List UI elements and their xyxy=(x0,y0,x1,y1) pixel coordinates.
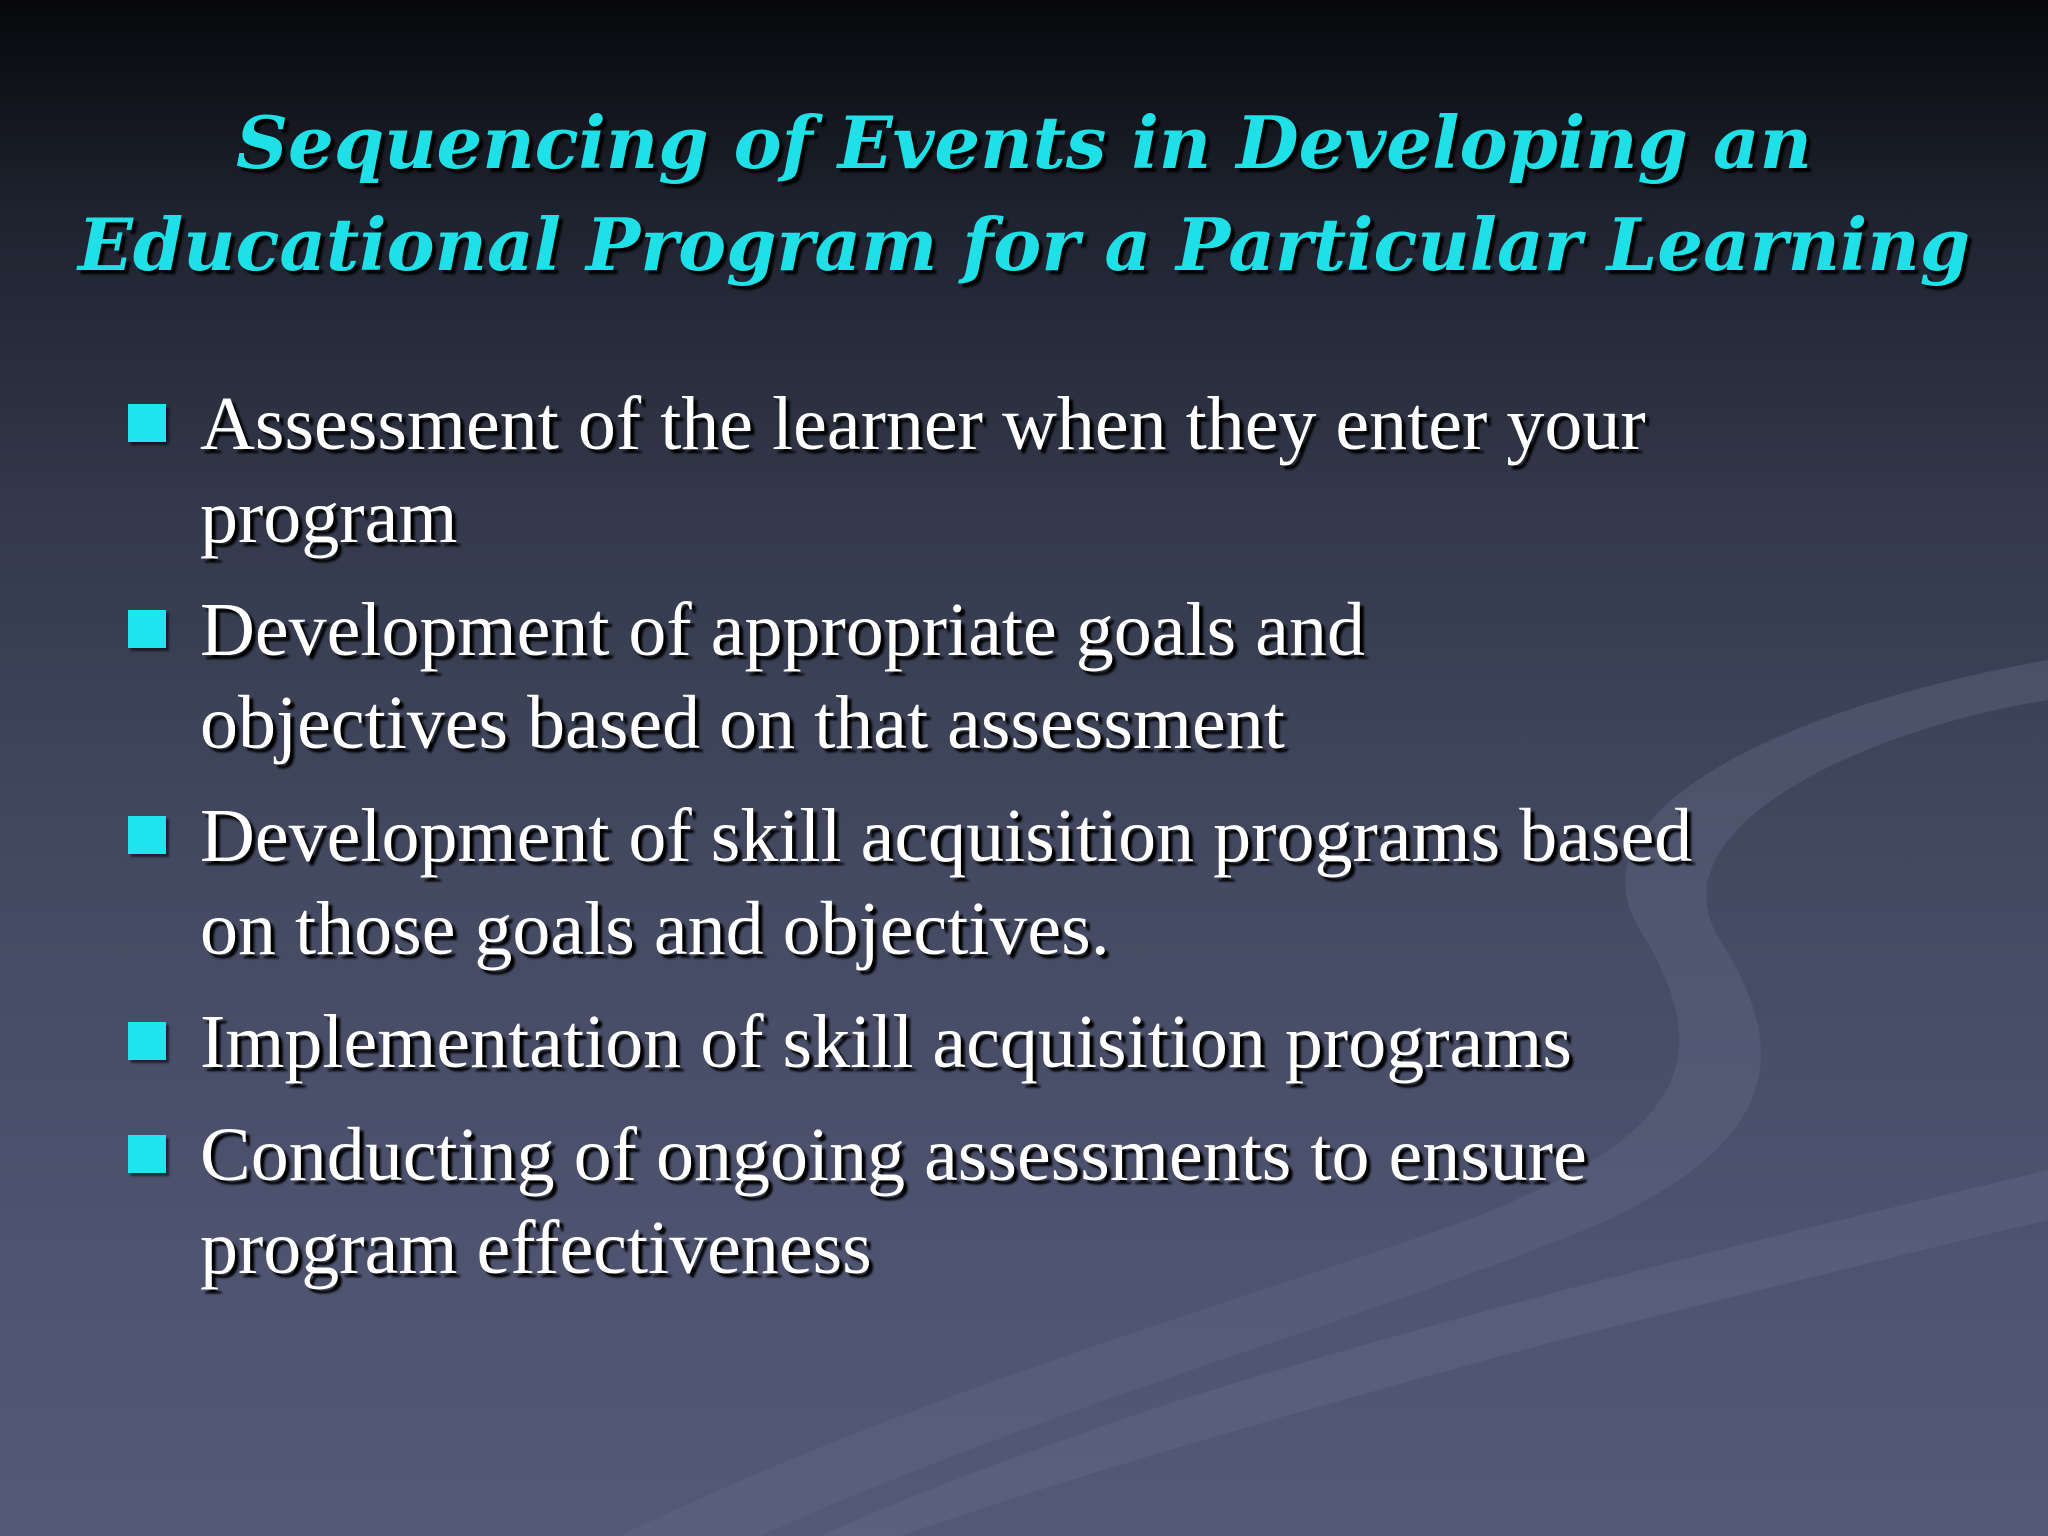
bullet-item-ongoing-assessment xyxy=(128,1109,2008,1295)
bullet-text: Implementation of skill acquisition programs xyxy=(200,1000,1572,1084)
square-bullet-icon xyxy=(128,1022,166,1060)
bullet-text: objectives based on that assessment xyxy=(200,681,1285,765)
bullet-text: program effectiveness xyxy=(200,1206,872,1290)
slide-title-line: Educational Program for a Particular Learning xyxy=(77,202,1971,287)
square-bullet-icon xyxy=(128,816,166,854)
bullet-text: Development of appropriate goals and xyxy=(200,588,1365,672)
bullet-item-skill-programs xyxy=(128,790,2008,976)
bullet-text: on those goals and objectives. xyxy=(200,887,1110,971)
bullet-text: Conducting of ongoing assessments to ensure xyxy=(200,1113,1587,1197)
square-bullet-icon xyxy=(128,1135,166,1173)
square-bullet-icon xyxy=(128,610,166,648)
bullet-item-assessment xyxy=(128,378,2008,564)
square-bullet-icon xyxy=(128,404,166,442)
bullet-item-implementation xyxy=(128,996,2008,1089)
bullet-text: Assessment of the learner when they enter your xyxy=(200,382,1646,466)
bullet-text: Development of skill acquisition programs based xyxy=(200,794,1693,878)
bullet-item-goals-objectives xyxy=(128,584,2008,770)
bullet-text: program xyxy=(200,475,458,559)
slide-title-line: Sequencing of Events in Developing an xyxy=(236,100,1812,185)
slide-title xyxy=(60,92,1988,296)
bullet-list xyxy=(128,378,2008,1315)
